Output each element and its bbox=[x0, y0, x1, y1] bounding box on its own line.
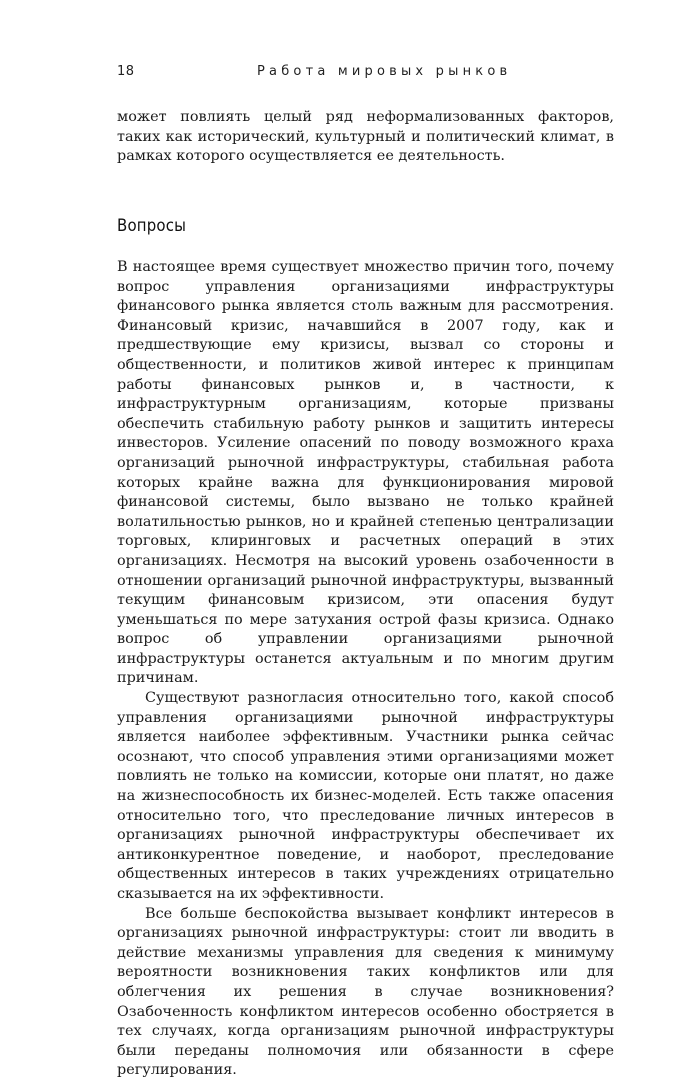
lead-paragraph-block bbox=[117, 108, 614, 167]
section-body bbox=[117, 258, 614, 1081]
paragraph-3: Все больше беспокойства вызывает конфликт интересов в организациях рыночной инфраструктуры: стоит ли вводить в действие механизмы управления для сведения к минимуму вероятности возникновения таких конфликтов или для облегчения их решения в случае возникновения? Озабоченность конфликтом интересов особенно обостряется в тех случаях, когда организациям рыночной инфраструктуры были переданы полномочия или обязанности в сфере регулирования. bbox=[117, 905, 614, 1079]
section-heading: Вопросы bbox=[117, 216, 187, 236]
paragraph-1: В настоящее время существует множество причин того, почему вопрос управления организациями инфраструктуры финансового рынка является столь важным для рассмотрения. Финансовый кризис, начавшийся в 2007 году, как и предшествующие ему кризисы, вызвал со стороны и общественности, и политиков живой интерес к принципам работы финансовых рынков и, в частности, к инфраструктурным организациям, которые призваны обеспечить стабильную работу рынков и защитить интересы инвесторов. Усиление опасений по поводу возможного краха организаций рыночной инфраструктуры, стабильная работа которых крайне важна для функционирования мировой финансовой системы, было вызвано не только крайней волатильностью рынков, но и крайней степенью централизации торговых, клиринговых и расчетных операций в этих организациях. Несмотря на высокий уровень озабоченности в отношении организаций рыночной инфраструктуры, вызванный текущим финансовым кризисом, эти опасения будут уменьшаться по мере затухания острой фазы кризиса. Однако вопрос об управлении организациями рыночной инфраструктуры останется актуальным и по многим другим причинам. bbox=[117, 259, 614, 687]
running-title: Работа мировых рынков bbox=[257, 64, 512, 79]
paragraph-2: Существуют разногласия относительно того, какой способ управления организациями рыночной инфраструктуры является наиболее эффективным. Участники рынка сейчас осознают, что способ управления этими организациями может повлиять не только на комиссии, которые они платят, но даже на жизнеспособность их бизнес-моделей. Есть также опасения относительно того, что преследование личных интересов в организациях рыночной инфраструктуры обеспечивает их антиконкурентное поведение, и наоборот, преследование общественных интересов в таких учреждениях отрицательно сказывается на их эффективности. bbox=[117, 690, 614, 902]
lead-paragraph: может повлиять целый ряд неформализованных факторов, таких как исторический, культурный и политический климат, в рамках которого осуществляется ее деятельность. bbox=[117, 109, 614, 165]
page-header bbox=[117, 64, 614, 84]
page-number: 18 bbox=[117, 64, 135, 79]
